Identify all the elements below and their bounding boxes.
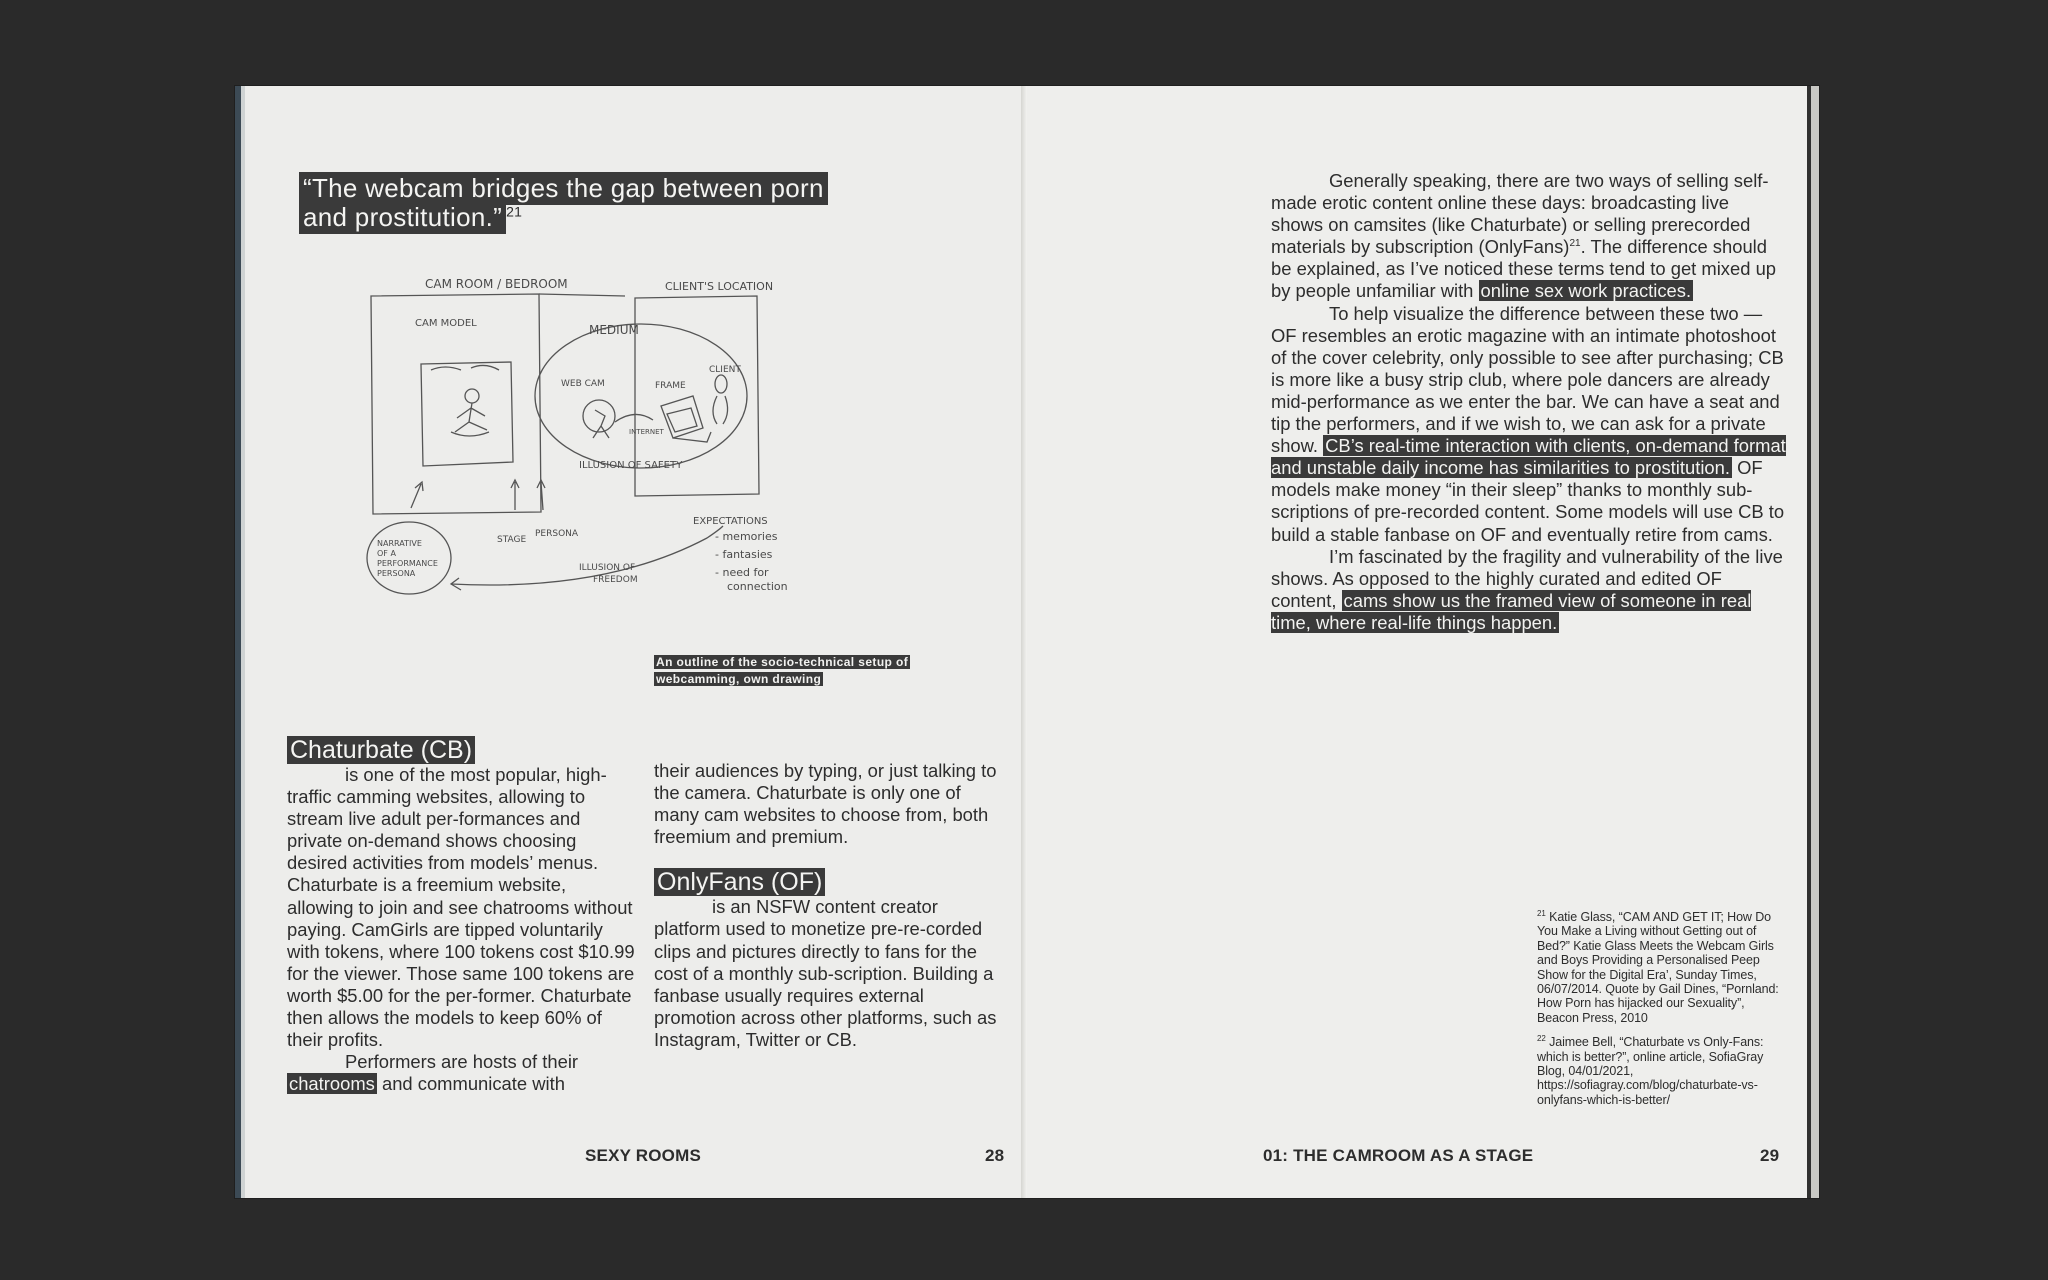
left-column-2 — [654, 760, 999, 1051]
svg-text:OF A: OF A — [377, 549, 396, 558]
pull-quote-text: “The webcam bridges the gap between porn and prostitution.” — [299, 172, 828, 234]
right-footer-title: 01: THE CAMROOM AS A STAGE — [1263, 1146, 1534, 1165]
footnote-21-number: 21 — [1537, 908, 1546, 918]
svg-text:WEB CAM: WEB CAM — [561, 379, 605, 389]
svg-text:MEDIUM: MEDIUM — [589, 323, 639, 337]
pull-quote — [299, 174, 859, 232]
footnote-22 — [1537, 1035, 1787, 1107]
footnote-22-number: 22 — [1537, 1034, 1546, 1044]
right-paragraph-2 — [1271, 303, 1786, 546]
svg-text:CAM MODEL: CAM MODEL — [415, 318, 477, 329]
svg-text:EXPECTATIONS: EXPECTATIONS — [693, 516, 768, 527]
left-page — [235, 86, 1025, 1198]
right-paragraph-3 — [1271, 546, 1786, 634]
svg-text:- need for: - need for — [715, 566, 769, 579]
medium-circle — [535, 324, 747, 468]
footnote-21 — [1537, 910, 1787, 1025]
svg-text:PERFORMANCE: PERFORMANCE — [377, 559, 438, 568]
right-p1-cont: . The difference should be explained, as I’ve noticed these terms tend to get mixed up by people unfamiliar with — [1271, 236, 1777, 302]
onlyfans-paragraph: is an NSFW content creator platform used to monetize pre-re-corded clips and pictures directly to fans for the cost of a monthly sub-scription. Building a fanbase usually requires external promotion across other platforms, such as Instagram, Twitter or CB. — [654, 896, 997, 1050]
left-footer-title: SEXY ROOMS — [585, 1146, 701, 1165]
svg-text:PERSONA: PERSONA — [377, 569, 416, 578]
svg-text:CAM ROOM / BEDROOM: CAM ROOM / BEDROOM — [425, 277, 568, 291]
svg-text:FREEDOM: FREEDOM — [593, 575, 638, 585]
right-p1-highlight: online sex work practices. — [1480, 280, 1692, 302]
book-spread — [235, 86, 1819, 1198]
right-p3-text: I’m fascinated by the fragility and vulnerability of the live shows. As opposed to the highly curated and edited OF content, — [1271, 545, 1783, 611]
svg-text:CLIENT: CLIENT — [709, 365, 741, 375]
svg-text:CLIENT'S LOCATION: CLIENT'S LOCATION — [665, 280, 774, 293]
sketch-caption-text: An outline of the socio-technical setup of webcamming, own drawing — [656, 655, 909, 686]
col2-paragraph: their audiences by typing, or just talking to the camera. Chaturbate is only one of many cam websites to choose from, both freemium and premium. — [654, 760, 997, 848]
onlyfans-heading: OnlyFans (OF) — [654, 868, 825, 896]
svg-text:STAGE: STAGE — [497, 535, 527, 545]
footnote-22-text: Jaimee Bell, “Chaturbate vs Only-Fans: which is better?”, online article, SofiaGray Blog, 04/01/2021, https://sofiagray.com/blog/chaturbate-vs-onlyfans-which-is-better/ — [1537, 1035, 1764, 1107]
svg-text:PERSONA: PERSONA — [535, 529, 579, 539]
bed-icon — [421, 362, 513, 466]
right-p1-ref: 21 — [1569, 238, 1581, 250]
chaturbate-paragraph: is one of the most popular, high-traffic camming websites, allowing to stream live adult per-formances and private on-demand shows choosing desired activities from models’ menus. Chaturbate is a freemium website, allowing to join and see chatrooms without paying. CamGirls are tipped voluntarily with tokens, where 100 tokens cost $10.99 for the viewer. Those same 100 tokens are worth $5.00 for the per-former. Chaturbate then allows the models to keep 60% of their profits. — [287, 764, 635, 1051]
footnote-21-text: Katie Glass, “CAM AND GET IT; How Do You Make a Living without Getting out of Bed?” Katie Glass Meets the Webcam Girls and Boys Providing a Personalised Peep Show for the Digital Era’, Sunday Times, 06/07/2014. Quote by Gail Dines, “Pornland: How Porn has hijacked our Sexuality”, Beacon Press, 2010 — [1537, 910, 1779, 1025]
svg-text:- fantasies: - fantasies — [715, 548, 773, 561]
right-p3-highlight: cams show us the framed view of someone in real time, where real-life things happen. — [1271, 589, 1752, 633]
right-page — [1027, 86, 1819, 1198]
svg-text:connection: connection — [727, 580, 788, 593]
right-p2-cont: OF models make money “in their sleep” thanks to monthly sub-scriptions of pre-recorded content. Some models will use CB to build a stable fanbase on OF and eventually retire from cams. — [1271, 457, 1785, 545]
chatrooms-highlight: chatrooms — [289, 1073, 375, 1095]
right-page-number: 29 — [1760, 1146, 1780, 1165]
svg-text:NARRATIVE: NARRATIVE — [377, 539, 422, 548]
right-paragraph-1 — [1271, 170, 1786, 303]
chaturbate-paragraph-2 — [287, 1051, 637, 1095]
svg-text:ILLUSION OF: ILLUSION OF — [579, 563, 636, 573]
svg-text:- memories: - memories — [715, 530, 778, 543]
right-p2-highlight: CB’s real-time interaction with clients, on-demand format and unstable daily income has similarities to prostitution. — [1271, 435, 1786, 479]
right-p1-text: Generally speaking, there are two ways of selling self-made erotic content online these days: broadcasting live shows on camsites (like Chaturbate) or selling prerecorded materials by subscription (OnlyFans) — [1271, 170, 1769, 258]
narrative-circle — [367, 522, 451, 594]
svg-text:ILLUSION OF SAFETY: ILLUSION OF SAFETY — [579, 460, 683, 471]
right-body-text — [1271, 170, 1786, 634]
right-p2-text: To help visualize the difference between these two — OF resembles an erotic magazine with an intimate photoshoot of the cover celebrity, only possible to see after purchasing; CB is more like a busy strip club, where pole dancers are already mid-performance as we enter the bar. We can have a seat and tip the performers, and if we wish to, we can ask for a private show. — [1271, 302, 1784, 457]
chaturbate-heading: Chaturbate (CB) — [287, 736, 475, 764]
footnotes — [1537, 910, 1787, 1117]
left-page-number: 28 — [985, 1146, 1005, 1165]
quote-footnote-ref: 21 — [506, 203, 523, 220]
left-column-1 — [287, 736, 637, 1095]
chaturbate-p2-text: Performers are hosts of their — [345, 1051, 579, 1073]
chaturbate-p2-end: and communicate with — [376, 1073, 565, 1095]
svg-text:FRAME: FRAME — [655, 381, 686, 391]
sketch-caption — [654, 654, 994, 688]
svg-text:INTERNET: INTERNET — [629, 428, 664, 436]
